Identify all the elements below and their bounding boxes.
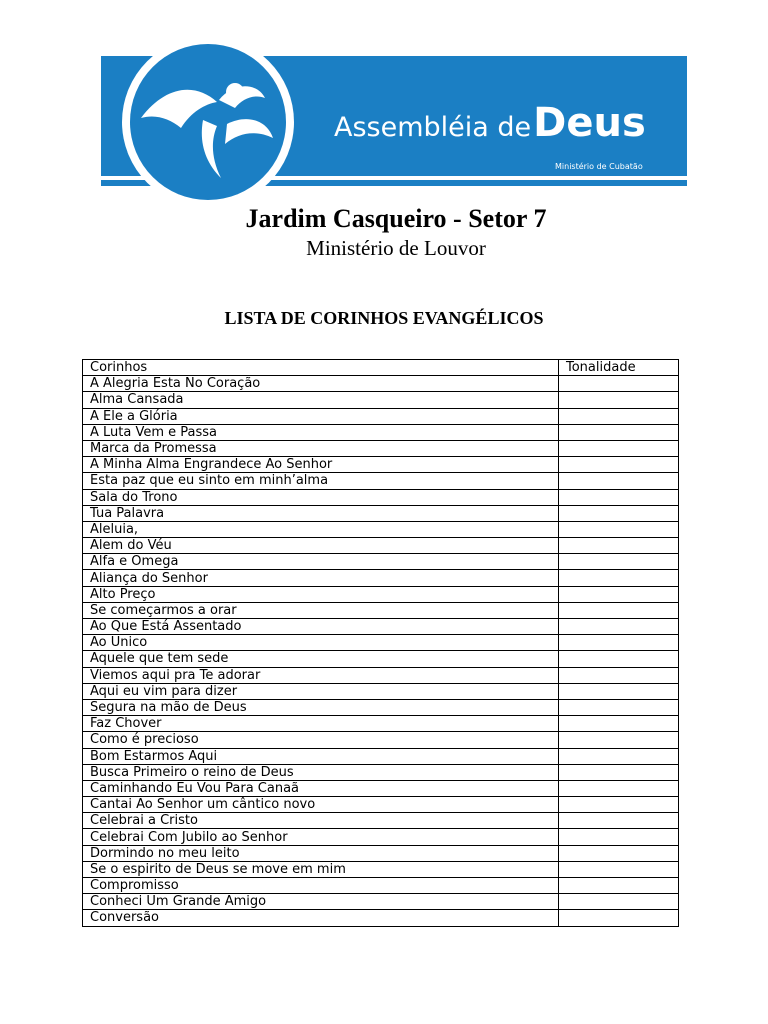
table-row xyxy=(83,764,679,780)
tonality-cell xyxy=(559,602,679,618)
table-row xyxy=(83,489,679,505)
song-title-cell: Faz Chover xyxy=(83,716,559,732)
song-title-cell: Se começarmos a orar xyxy=(83,602,559,618)
table-row xyxy=(83,376,679,392)
tonality-cell xyxy=(559,554,679,570)
song-title-cell: Viemos aqui pra Te adorar xyxy=(83,667,559,683)
table-row xyxy=(83,570,679,586)
song-title-cell: Celebrai Com Jubilo ao Senhor xyxy=(83,829,559,845)
table-row xyxy=(83,861,679,877)
table-row xyxy=(83,699,679,715)
tonality-cell xyxy=(559,845,679,861)
tonality-cell xyxy=(559,861,679,877)
brand-word-deus: Deus xyxy=(533,100,646,146)
song-title-cell: Aqui eu vim para dizer xyxy=(83,683,559,699)
table-row xyxy=(83,473,679,489)
column-header-corinhos: Corinhos xyxy=(83,360,559,376)
table-row xyxy=(83,894,679,910)
song-title-cell: Segura na mão de Deus xyxy=(83,699,559,715)
table-row xyxy=(83,586,679,602)
page-title: Jardim Casqueiro - Setor 7 xyxy=(245,204,547,233)
table-row xyxy=(83,780,679,796)
tonality-cell xyxy=(559,440,679,456)
table-row xyxy=(83,813,679,829)
tonality-cell xyxy=(559,651,679,667)
table-row xyxy=(83,748,679,764)
table-row xyxy=(83,457,679,473)
table-row xyxy=(83,619,679,635)
tonality-cell xyxy=(559,392,679,408)
table-row xyxy=(83,797,679,813)
table-row xyxy=(83,554,679,570)
brand-name xyxy=(334,100,646,146)
song-title-cell: Aleluia, xyxy=(83,521,559,537)
tonality-cell xyxy=(559,699,679,715)
tonality-cell xyxy=(559,505,679,521)
table-row xyxy=(83,651,679,667)
song-title-cell: Como é precioso xyxy=(83,732,559,748)
table-row xyxy=(83,602,679,618)
brand-word-assembleia: Assembléia de xyxy=(334,112,532,143)
tonality-cell xyxy=(559,683,679,699)
song-title-cell: Aliança do Senhor xyxy=(83,570,559,586)
tonality-cell xyxy=(559,521,679,537)
song-title-cell: Alto Preço xyxy=(83,586,559,602)
dove-emblem-icon xyxy=(107,32,319,205)
table-row xyxy=(83,878,679,894)
song-title-cell: A Alegria Esta No Coração xyxy=(83,376,559,392)
song-title-cell: Marca da Promessa xyxy=(83,440,559,456)
tonality-cell xyxy=(559,408,679,424)
song-title-cell: A Ele a Glória xyxy=(83,408,559,424)
tonality-cell xyxy=(559,829,679,845)
song-title-cell: Esta paz que eu sinto em minh’alma xyxy=(83,473,559,489)
tonality-cell xyxy=(559,732,679,748)
table-row xyxy=(83,910,679,926)
song-title-cell: Ao Que Está Assentado xyxy=(83,619,559,635)
column-header-tonalidade: Tonalidade xyxy=(559,360,679,376)
song-title-cell: Se o espirito de Deus se move em mim xyxy=(83,861,559,877)
table-row xyxy=(83,521,679,537)
logo-banner xyxy=(101,32,687,205)
table-row xyxy=(83,716,679,732)
table-row xyxy=(83,683,679,699)
tonality-cell xyxy=(559,538,679,554)
songs-table xyxy=(82,359,679,927)
song-title-cell: Busca Primeiro o reino de Deus xyxy=(83,764,559,780)
table-row xyxy=(83,538,679,554)
page-subtitle: Ministério de Louvor xyxy=(306,236,486,260)
tonality-cell xyxy=(559,716,679,732)
tonality-cell xyxy=(559,424,679,440)
tonality-cell xyxy=(559,813,679,829)
table-row xyxy=(83,392,679,408)
song-title-cell: Bom Estarmos Aqui xyxy=(83,748,559,764)
song-title-cell: Conversão xyxy=(83,910,559,926)
tonality-cell xyxy=(559,570,679,586)
tonality-cell xyxy=(559,797,679,813)
tonality-cell xyxy=(559,457,679,473)
brand-subtitle: Ministério de Cubatão xyxy=(555,162,643,171)
table-row xyxy=(83,424,679,440)
song-title-cell: Alfa e Omega xyxy=(83,554,559,570)
table-row xyxy=(83,732,679,748)
song-title-cell: A Minha Alma Engrandece Ao Senhor xyxy=(83,457,559,473)
tonality-cell xyxy=(559,748,679,764)
song-title-cell: Tua Palavra xyxy=(83,505,559,521)
tonality-cell xyxy=(559,473,679,489)
tonality-cell xyxy=(559,764,679,780)
song-title-cell: A Luta Vem e Passa xyxy=(83,424,559,440)
tonality-cell xyxy=(559,586,679,602)
tonality-cell xyxy=(559,878,679,894)
table-row xyxy=(83,845,679,861)
song-title-cell: Caminhando Eu Vou Para Canaã xyxy=(83,780,559,796)
song-title-cell: Ao Único xyxy=(83,635,559,651)
song-title-cell: Cantai Ao Senhor um cântico novo xyxy=(83,797,559,813)
song-title-cell: Aquele que tem sede xyxy=(83,651,559,667)
tonality-cell xyxy=(559,619,679,635)
song-title-cell: Sala do Trono xyxy=(83,489,559,505)
song-title-cell: Alma Cansada xyxy=(83,392,559,408)
tonality-cell xyxy=(559,894,679,910)
song-title-cell: Conheci Um Grande Amigo xyxy=(83,894,559,910)
table-header-row xyxy=(83,360,679,376)
table-row xyxy=(83,505,679,521)
tonality-cell xyxy=(559,489,679,505)
song-title-cell: Dormindo no meu leito xyxy=(83,845,559,861)
song-title-cell: Compromisso xyxy=(83,878,559,894)
song-title-cell: Alem do Véu xyxy=(83,538,559,554)
table-row xyxy=(83,440,679,456)
table-row xyxy=(83,667,679,683)
list-heading: LISTA DE CORINHOS EVANGÉLICOS xyxy=(224,308,544,328)
table-row xyxy=(83,635,679,651)
tonality-cell xyxy=(559,910,679,926)
table-row xyxy=(83,408,679,424)
tonality-cell xyxy=(559,780,679,796)
song-title-cell: Celebrai a Cristo xyxy=(83,813,559,829)
table-row xyxy=(83,829,679,845)
tonality-cell xyxy=(559,667,679,683)
tonality-cell xyxy=(559,376,679,392)
tonality-cell xyxy=(559,635,679,651)
